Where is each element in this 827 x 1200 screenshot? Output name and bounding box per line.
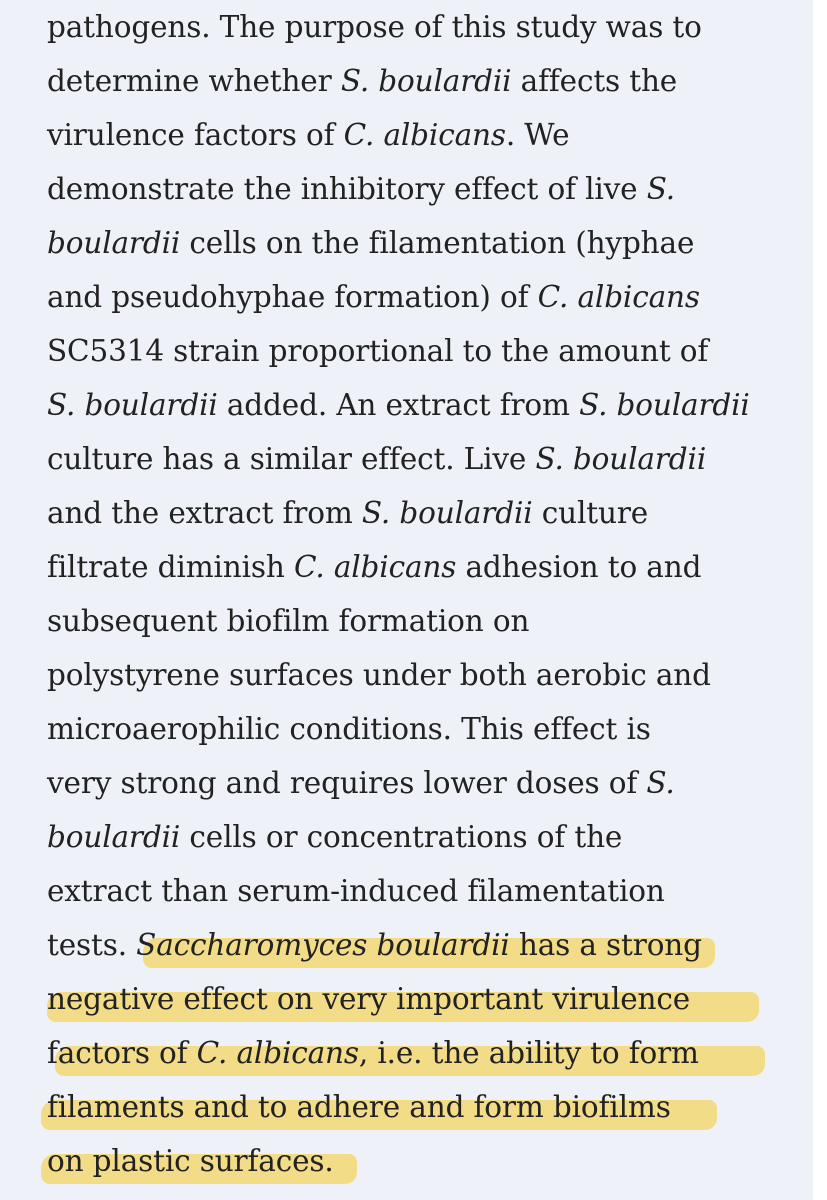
italic-term: C. albicans <box>343 118 506 152</box>
text-run: determine whether <box>47 64 341 98</box>
text-run: culture has a similar effect. Live <box>47 442 536 476</box>
text-line <box>47 648 807 702</box>
text-line <box>47 0 807 54</box>
text-run: and the extract from <box>47 496 362 530</box>
italic-term: S. boulardii <box>579 388 750 422</box>
italic-term: boulardii <box>47 226 181 260</box>
text-run: extract than serum-induced filamentation <box>47 874 665 908</box>
text-run: culture <box>532 496 649 530</box>
text-run: negative effect on very important virulence <box>47 982 691 1016</box>
italic-term: Saccharomyces boulardii <box>136 928 510 962</box>
italic-term: C. albicans <box>294 550 457 584</box>
text-run: and pseudohyphae formation) of <box>47 280 538 314</box>
text-line <box>47 540 807 594</box>
text-run: cells on the filamentation (hyphae <box>180 226 695 260</box>
text-line <box>47 486 807 540</box>
text-run: added. An extract from <box>217 388 580 422</box>
text-run: subsequent biofilm formation on <box>47 604 530 638</box>
text-run: has a strong <box>509 928 702 962</box>
text-run: filtrate diminish <box>47 550 294 584</box>
text-line <box>47 216 807 270</box>
text-run: cells or concentrations of the <box>180 820 623 854</box>
text-run: . We <box>505 118 570 152</box>
italic-term: S. boulardii <box>47 388 218 422</box>
abstract-text <box>47 0 807 1188</box>
text-line <box>47 594 807 648</box>
text-run: very strong and requires lower doses of <box>47 766 647 800</box>
text-run: adhesion to and <box>456 550 702 584</box>
text-run: SC5314 strain proportional to the amount of <box>47 334 709 368</box>
text-line <box>47 702 807 756</box>
italic-term: C. albicans <box>537 280 700 314</box>
italic-term: S. boulardii <box>361 496 533 530</box>
italic-term: C. albicans <box>196 1036 359 1070</box>
text-line <box>47 54 807 108</box>
italic-term: S. boulardii <box>535 442 707 476</box>
text-line <box>47 810 807 864</box>
text-line <box>47 864 807 918</box>
text-line <box>47 1026 807 1080</box>
text-line <box>47 162 807 216</box>
text-run: tests. <box>47 928 137 962</box>
text-run: affects the <box>511 64 678 98</box>
text-line <box>47 270 807 324</box>
text-line <box>47 756 807 810</box>
text-line <box>47 432 807 486</box>
italic-term: S. <box>646 766 675 800</box>
screen-edge <box>813 0 827 1200</box>
text-line <box>47 972 807 1026</box>
text-line <box>47 108 807 162</box>
text-run: virulence factors of <box>47 118 344 152</box>
italic-term: boulardii <box>47 820 181 854</box>
italic-term: S. boulardii <box>340 64 512 98</box>
italic-term: S. <box>646 172 675 206</box>
text-run: pathogens. The purpose of this study was to <box>47 10 702 44</box>
text-run: , i.e. the ability to form <box>358 1036 699 1070</box>
text-line <box>47 918 807 972</box>
text-run: factors of <box>47 1036 197 1070</box>
text-line <box>47 1080 807 1134</box>
text-line <box>47 378 807 432</box>
text-run: demonstrate the inhibitory effect of live <box>47 172 647 206</box>
text-run: polystyrene surfaces under both aerobic and <box>47 658 711 692</box>
text-run: microaerophilic conditions. This effect is <box>47 712 651 746</box>
text-run: filaments and to adhere and form biofilms <box>47 1090 671 1124</box>
text-line <box>47 1134 807 1188</box>
text-run: on plastic surfaces. <box>47 1144 334 1178</box>
text-line <box>47 324 807 378</box>
